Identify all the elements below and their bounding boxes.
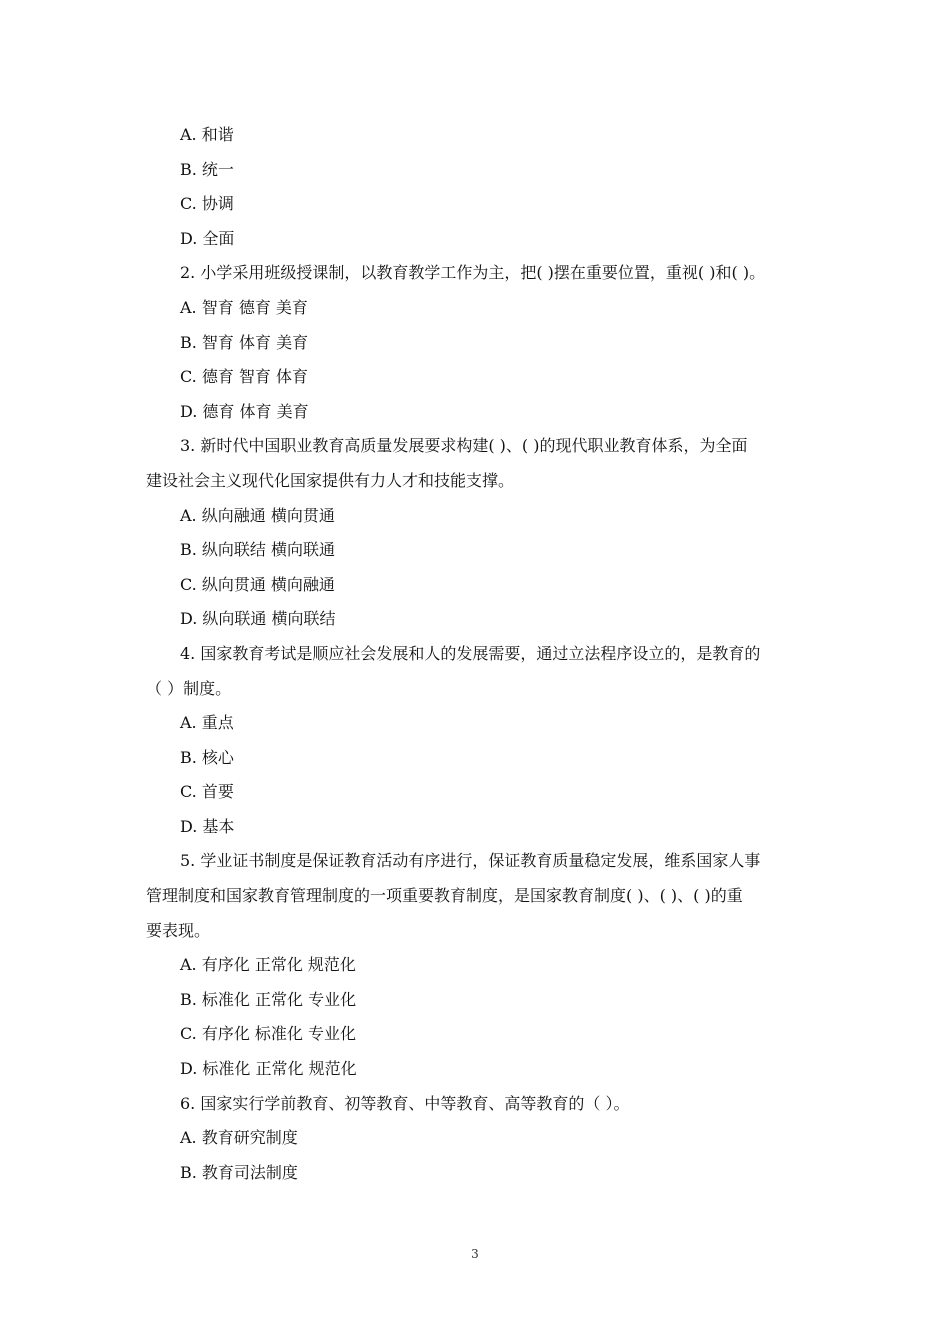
question-continuation-line: （ ）制度。 — [146, 678, 232, 698]
page-number: 3 — [471, 1247, 479, 1261]
question-line: 2. 小学采用班级授课制，以教育教学工作为主，把( )摆在重要位置，重视( )和( )。 — [180, 263, 766, 283]
option-line: A. 和谐 — [180, 125, 234, 144]
option-line: B. 核心 — [180, 747, 234, 767]
option-line: D. 标准化 正常化 规范化 — [180, 1059, 357, 1079]
question-line: 3. 新时代中国职业教育高质量发展要求构建( )、( )的现代职业教育体系，为全面 — [180, 436, 748, 456]
option-line: B. 纵向联结 横向联通 — [180, 540, 336, 560]
question-line: 6. 国家实行学前教育、初等教育、中等教育、高等教育的（ ）。 — [180, 1093, 630, 1113]
option-line: D. 全面 — [180, 228, 235, 248]
option-line: C. 纵向贯通 横向融通 — [180, 574, 335, 594]
document-body — [146, 118, 810, 1190]
option-line: C. 协调 — [180, 194, 234, 214]
option-line: C. 德育 智育 体育 — [180, 367, 309, 387]
question-continuation-line: 建设社会主义现代化国家提供有力人才和技能支撑。 — [146, 470, 515, 490]
question-line: 4. 国家教育考试是顺应社会发展和人的发展需要，通过立法程序设立的，是教育的 — [180, 643, 761, 663]
question-continuation-line: 管理制度和国家教育管理制度的一项重要教育制度，是国家教育制度( )、( )、( )的重 — [146, 886, 743, 906]
option-line: A. 教育研究制度 — [180, 1128, 298, 1148]
option-line: B. 智育 体育 美育 — [180, 332, 309, 352]
option-line: B. 统一 — [180, 159, 234, 179]
option-line: A. 有序化 正常化 规范化 — [180, 955, 356, 975]
option-line: D. 纵向联通 横向联结 — [180, 609, 336, 629]
option-line: A. 重点 — [180, 713, 234, 733]
question-line: 5. 学业证书制度是保证教育活动有序进行，保证教育质量稳定发展，维系国家人事 — [180, 851, 761, 871]
question-continuation-line: 要表现。 — [146, 920, 211, 940]
option-line: B. 教育司法制度 — [180, 1162, 298, 1182]
option-line: A. 智育 德育 美育 — [180, 297, 308, 317]
option-line: A. 纵向融通 横向贯通 — [180, 505, 335, 525]
option-line: C. 有序化 标准化 专业化 — [180, 1024, 357, 1044]
option-line: D. 基本 — [180, 816, 235, 836]
option-line: D. 德育 体育 美育 — [180, 401, 309, 421]
option-line: C. 首要 — [180, 782, 234, 802]
option-line: B. 标准化 正常化 专业化 — [180, 989, 357, 1009]
